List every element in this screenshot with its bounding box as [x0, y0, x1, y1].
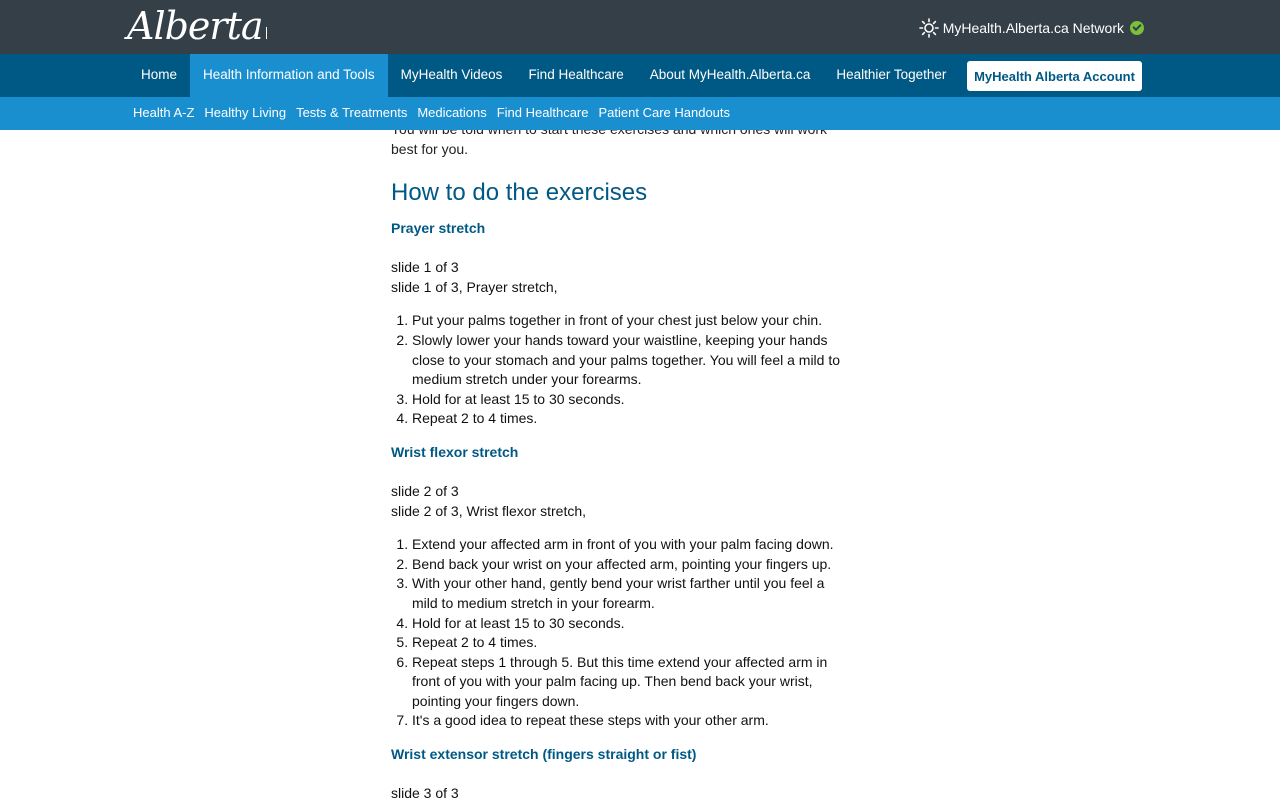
slide-counter: slide 2 of 3 — [391, 482, 459, 499]
nav-item-healthier-together[interactable]: Healthier Together — [836, 67, 947, 82]
list-item: 7. It's a good idea to repeat these steps with your other arm. — [412, 711, 851, 731]
network-menu[interactable] — [919, 18, 1144, 38]
nav-item-home[interactable]: Home — [141, 67, 178, 82]
list-item: 4. Repeat 2 to 4 times. — [412, 409, 851, 429]
subnav-item-healthy-living[interactable]: Healthy Living — [204, 105, 287, 120]
sub-navigation — [0, 97, 1280, 130]
chevron-down-icon — [1130, 21, 1144, 35]
logo-mark-icon — [266, 27, 268, 39]
nav-item-health-information[interactable]: Health Information and Tools — [190, 54, 388, 97]
top-header — [0, 0, 1280, 54]
list-item: 4. Hold for at least 15 to 30 seconds. — [412, 614, 851, 634]
network-label: MyHealth.Alberta.ca Network — [942, 20, 1124, 36]
subnav-item-health-a-z[interactable]: Health A-Z — [133, 105, 195, 120]
subnav-item-medications[interactable]: Medications — [417, 105, 487, 120]
alberta-logo[interactable] — [127, 4, 267, 48]
slide-caption: slide 2 of 3, Wrist flexor stretch, — [391, 502, 587, 519]
account-button[interactable]: MyHealth Alberta Account — [967, 61, 1142, 91]
exercise-title: Prayer stretch — [391, 220, 486, 237]
exercise-steps — [391, 311, 851, 429]
slide-caption: slide 1 of 3, Prayer stretch, — [391, 278, 558, 295]
intro-line-2: best for you. — [391, 140, 469, 157]
subnav-item-patient-care-handouts[interactable]: Patient Care Handouts — [598, 105, 731, 120]
exercise-steps — [391, 535, 851, 731]
logo-text: Alberta — [127, 4, 263, 48]
slide-counter: slide 3 of 3 — [391, 785, 459, 802]
list-item: 1. Put your palms together in front of your chest just below your chin. — [412, 311, 851, 331]
list-item: 3. Hold for at least 15 to 30 seconds. — [412, 390, 851, 410]
nav-item-find-healthcare[interactable]: Find Healthcare — [528, 67, 624, 82]
list-item: 1. Extend your affected arm in front of you with your palm facing down. — [412, 535, 851, 555]
list-item: 2. Bend back your wrist on your affected arm, pointing your fingers up. — [412, 555, 851, 575]
list-item: 6. Repeat steps 1 through 5. But this time extend your affected arm in front of you with your palm facing up. Then bend back your wrist, pointing your fingers down. — [412, 653, 851, 712]
list-item: 5. Repeat 2 to 4 times. — [412, 633, 851, 653]
section-title: How to do the exercises — [391, 179, 648, 207]
list-item: 2. Slowly lower your hands toward your waistline, keeping your hands close to your stomach and your palms together. You will feel a mild to medium stretch under your forearms. — [412, 331, 851, 390]
slide-counter: slide 1 of 3 — [391, 259, 459, 276]
sun-icon — [919, 18, 939, 38]
list-item: 3. With your other hand, gently bend your wrist farther until you feel a mild to medium stretch in your forearm. — [412, 574, 851, 613]
exercise-title: Wrist extensor stretch (fingers straight or fist) — [391, 746, 697, 763]
exercise-title: Wrist flexor stretch — [391, 443, 519, 460]
subnav-item-tests-treatments[interactable]: Tests & Treatments — [296, 105, 408, 120]
nav-item-videos[interactable]: MyHealth Videos — [400, 67, 503, 82]
article-content — [391, 120, 851, 804]
subnav-item-find-healthcare[interactable]: Find Healthcare — [496, 105, 589, 120]
nav-item-about[interactable]: About MyHealth.Alberta.ca — [649, 67, 811, 82]
